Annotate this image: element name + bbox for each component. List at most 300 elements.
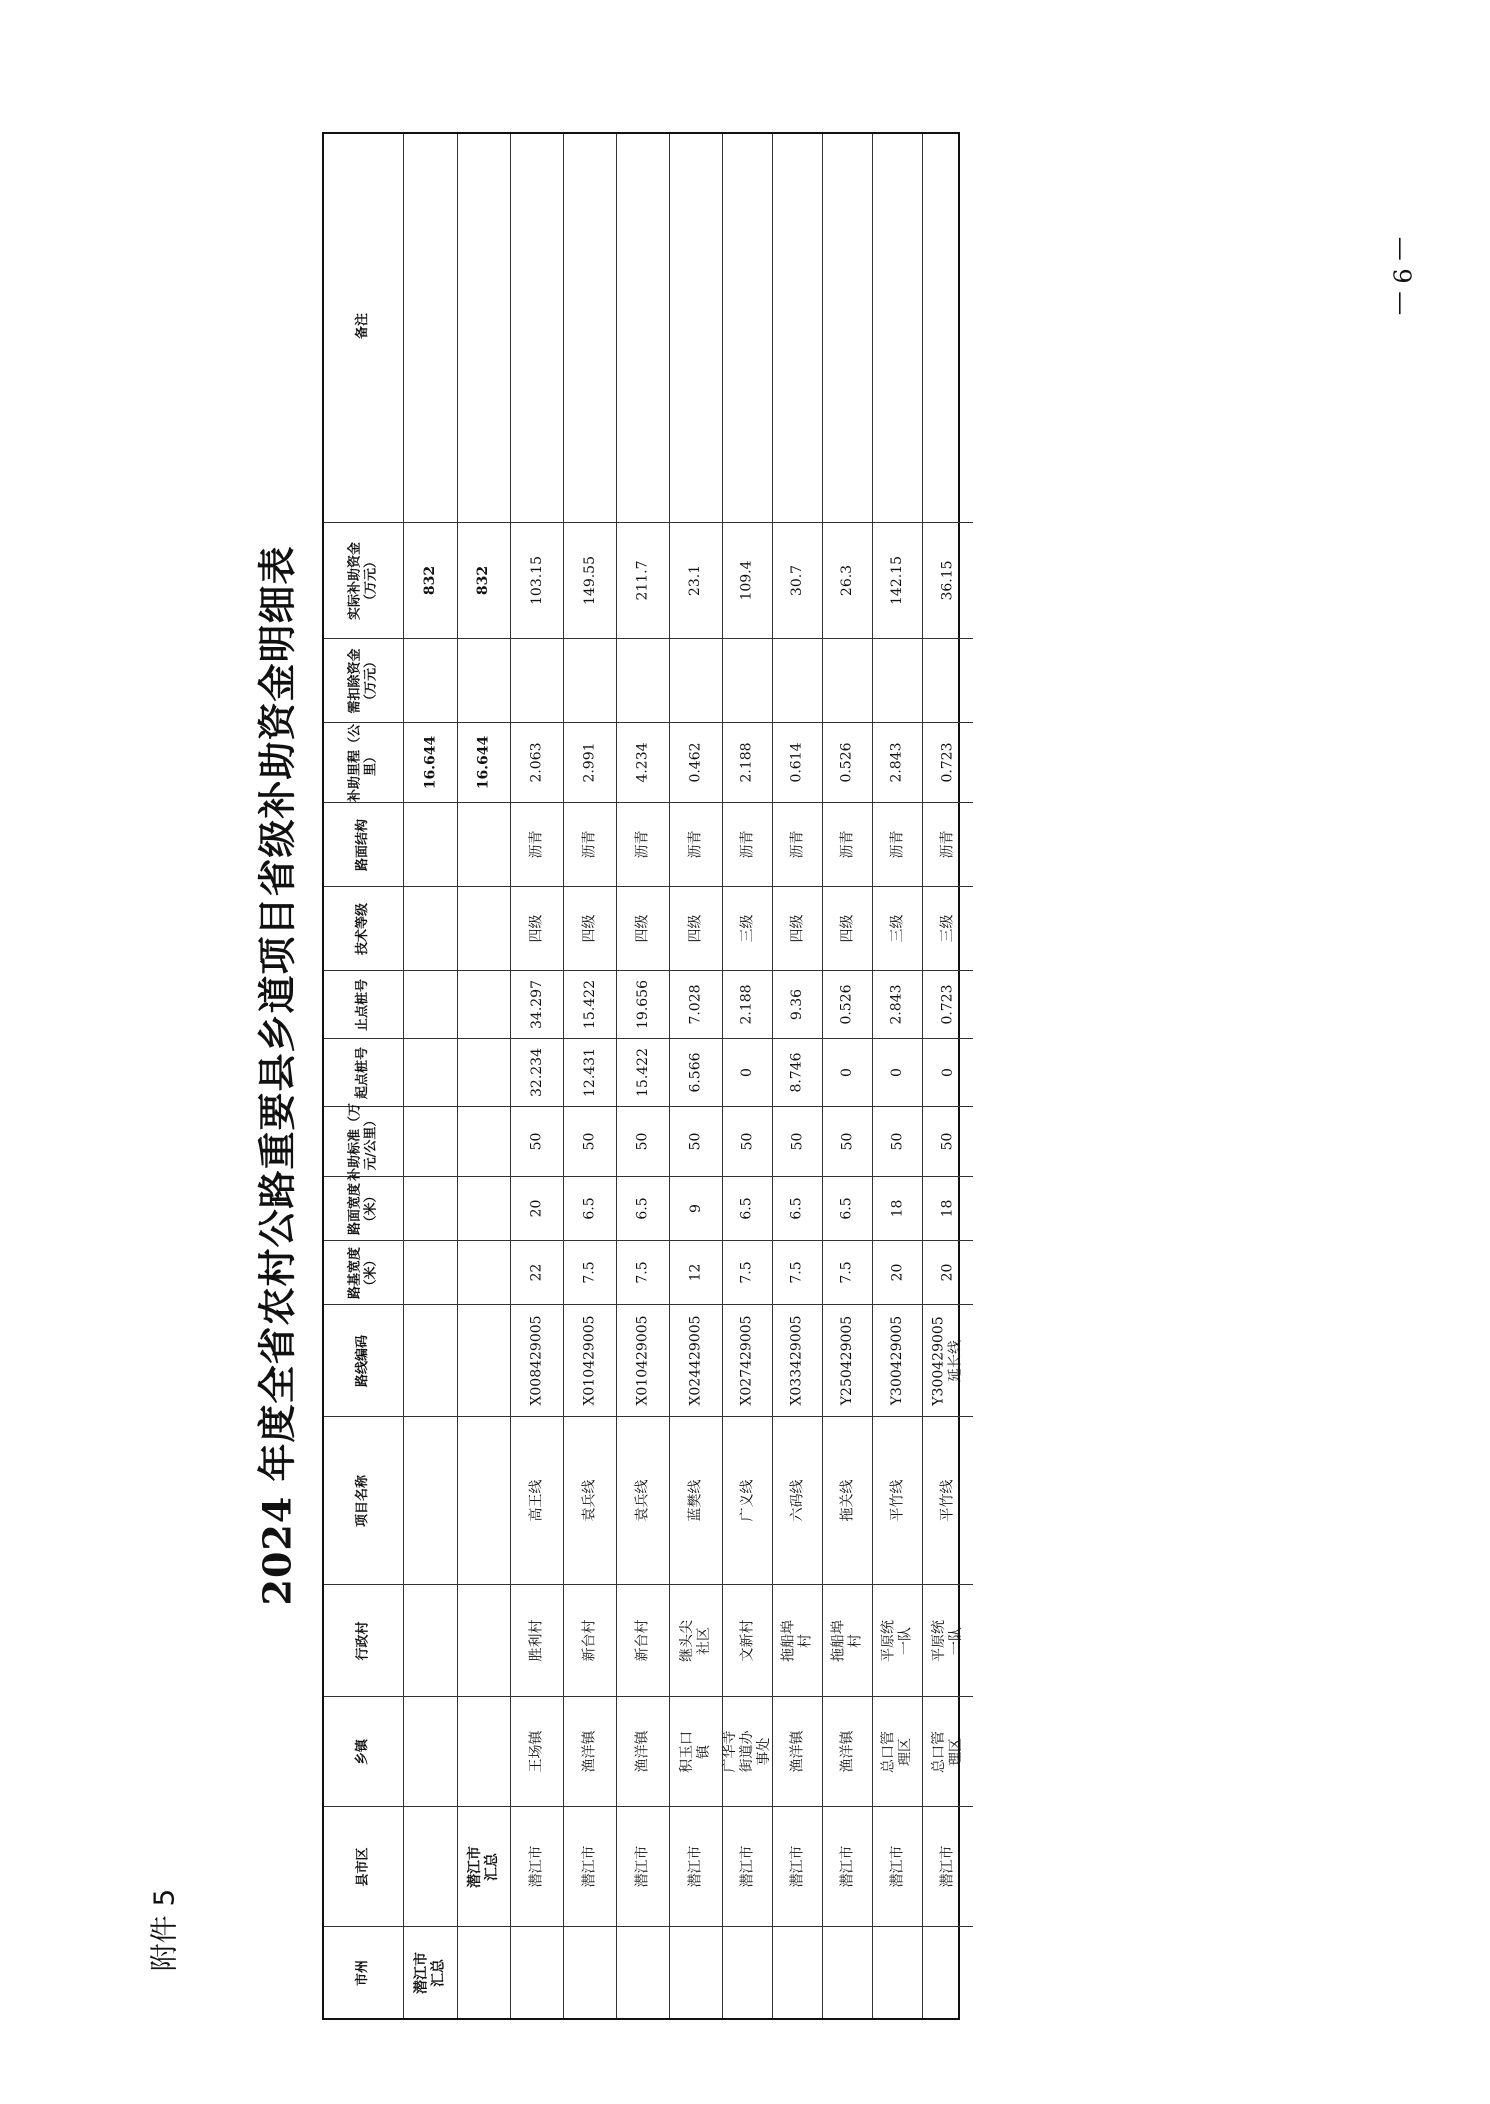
cell-text: 路基宽度（米） xyxy=(347,1246,379,1299)
cell-village xyxy=(458,1584,510,1696)
cell-city xyxy=(617,1926,669,2018)
cell-text: 2.843 xyxy=(889,742,905,783)
cell-text: 止点桩号 xyxy=(355,978,371,1031)
cell-std xyxy=(923,1106,973,1176)
cell-code xyxy=(823,1304,872,1416)
cell-text: 继头尖社区 xyxy=(679,1619,712,1662)
cell-end xyxy=(823,970,872,1038)
cell-text: 潜江市 xyxy=(889,1845,905,1888)
cell-text: 6.5 xyxy=(581,1197,598,1220)
cell-start xyxy=(324,1038,403,1106)
cell-start xyxy=(458,1038,510,1106)
cell-mileage xyxy=(324,722,403,802)
cell-end xyxy=(324,970,403,1038)
cell-text: 潜江市 xyxy=(789,1845,805,1888)
cell-text: 7.5 xyxy=(788,1261,805,1284)
cell-text: 平竹线 xyxy=(939,1479,956,1522)
cell-name xyxy=(773,1416,822,1584)
cell-pavement xyxy=(404,1176,457,1240)
cell-grade xyxy=(404,886,457,970)
cell-note xyxy=(458,130,510,522)
cell-start xyxy=(723,1038,772,1106)
cell-text: 32.234 xyxy=(528,1048,545,1097)
cell-text: 胜利村 xyxy=(528,1619,545,1662)
cell-text: 潜江市 xyxy=(839,1845,855,1888)
cell-text: 平竹线 xyxy=(889,1479,905,1522)
cell-text: 拖船埠村 xyxy=(830,1619,864,1662)
cell-county xyxy=(670,1806,722,1926)
cell-text: 路面宽度（米） xyxy=(347,1182,379,1235)
cell-text: 路线编码 xyxy=(355,1334,371,1387)
cell-name xyxy=(324,1416,403,1584)
cell-text: 2.063 xyxy=(528,742,545,783)
cell-name xyxy=(823,1416,872,1584)
cell-grade xyxy=(617,886,669,970)
attachment-label: 附件 5 xyxy=(147,1888,180,1972)
cell-text: 四级 xyxy=(839,914,855,943)
cell-subgrade xyxy=(564,1240,616,1304)
cell-text: 三级 xyxy=(889,914,905,943)
cell-surface xyxy=(564,802,616,886)
cell-actual xyxy=(823,522,872,638)
table-row xyxy=(670,134,723,2018)
cell-city xyxy=(511,1926,563,2018)
cell-actual xyxy=(773,522,822,638)
cell-text: 潜江市 xyxy=(581,1845,598,1888)
cell-deduct xyxy=(617,638,669,722)
cell-mileage xyxy=(511,722,563,802)
cell-text: 县市区 xyxy=(355,1846,371,1887)
cell-text: 9 xyxy=(687,1204,704,1213)
cell-end xyxy=(670,970,722,1038)
cell-end xyxy=(511,970,563,1038)
cell-text: 新台村 xyxy=(581,1619,598,1662)
cell-pavement xyxy=(324,1176,403,1240)
cell-deduct xyxy=(773,638,822,722)
cell-text: 四级 xyxy=(789,914,805,943)
cell-text: 0.723 xyxy=(939,742,956,783)
cell-text: 2.188 xyxy=(739,984,755,1025)
cell-pavement xyxy=(873,1176,922,1240)
cell-town xyxy=(923,1696,973,1806)
cell-text: 蓝樊线 xyxy=(687,1479,704,1522)
cell-text: 7.5 xyxy=(634,1261,651,1284)
cell-text: 项目名称 xyxy=(355,1474,371,1527)
cell-county xyxy=(564,1806,616,1926)
cell-text: 6.5 xyxy=(738,1197,755,1220)
cell-text: 6.5 xyxy=(838,1197,855,1220)
cell-text: 沥青 xyxy=(581,830,598,859)
cell-note xyxy=(873,130,922,522)
cell-text: X024429005 xyxy=(687,1315,704,1406)
cell-text: 50 xyxy=(788,1132,805,1151)
cell-city xyxy=(773,1926,822,2018)
cell-village xyxy=(511,1584,563,1696)
cell-text: 7.5 xyxy=(838,1261,855,1284)
cell-text: 沥青 xyxy=(739,830,755,859)
cell-pavement xyxy=(617,1176,669,1240)
table-row xyxy=(873,134,923,2018)
cell-text: 0.723 xyxy=(939,984,956,1025)
cell-text: 备注 xyxy=(355,312,371,340)
cell-text: 行政村 xyxy=(355,1620,371,1661)
cell-subgrade xyxy=(670,1240,722,1304)
cell-text: 路面结构 xyxy=(355,818,371,871)
cell-end xyxy=(617,970,669,1038)
cell-note xyxy=(617,130,669,522)
cell-text: 四级 xyxy=(687,914,704,943)
table-row xyxy=(617,134,670,2018)
cell-surface xyxy=(458,802,510,886)
cell-village xyxy=(617,1584,669,1696)
cell-std xyxy=(670,1106,722,1176)
cell-text: 34.297 xyxy=(528,980,545,1029)
cell-code xyxy=(923,1304,973,1416)
cell-end xyxy=(773,970,822,1038)
cell-subgrade xyxy=(873,1240,922,1304)
cell-text: 50 xyxy=(939,1132,956,1151)
cell-text: 50 xyxy=(634,1132,651,1151)
cell-pavement xyxy=(923,1176,973,1240)
cell-text: 沥青 xyxy=(789,830,805,859)
cell-name xyxy=(404,1416,457,1584)
cell-grade xyxy=(773,886,822,970)
cell-town xyxy=(511,1696,563,1806)
cell-village xyxy=(324,1584,403,1696)
cell-text: 149.55 xyxy=(581,556,598,605)
cell-surface xyxy=(404,802,457,886)
cell-text: X033429005 xyxy=(789,1315,806,1406)
cell-text: 文新村 xyxy=(739,1619,755,1662)
cell-town xyxy=(873,1696,922,1806)
table-row xyxy=(923,134,973,2018)
cell-grade xyxy=(873,886,922,970)
table-row xyxy=(773,134,823,2018)
cell-text: 袁兵线 xyxy=(634,1479,651,1522)
cell-surface xyxy=(324,802,403,886)
cell-text: 市州 xyxy=(355,1959,371,1986)
cell-start xyxy=(823,1038,872,1106)
cell-text: 20 xyxy=(888,1263,905,1282)
cell-actual xyxy=(404,522,457,638)
cell-subgrade xyxy=(773,1240,822,1304)
cell-subgrade xyxy=(823,1240,872,1304)
cell-actual xyxy=(873,522,922,638)
cell-text: 新台村 xyxy=(634,1619,651,1662)
cell-code xyxy=(873,1304,922,1416)
cell-text: 7.5 xyxy=(581,1261,598,1284)
cell-std xyxy=(773,1106,822,1176)
table-row xyxy=(723,134,773,2018)
cell-text: 六码线 xyxy=(789,1479,805,1522)
cell-deduct xyxy=(670,638,722,722)
cell-name xyxy=(564,1416,616,1584)
cell-subgrade xyxy=(324,1240,403,1304)
cell-std xyxy=(511,1106,563,1176)
subsidy-table xyxy=(322,132,965,2020)
cell-start xyxy=(617,1038,669,1106)
cell-deduct xyxy=(324,638,403,722)
cell-mileage xyxy=(458,722,510,802)
cell-mileage xyxy=(873,722,922,802)
cell-text: 技术等级 xyxy=(355,902,371,955)
cell-village xyxy=(823,1584,872,1696)
cell-text: 16.644 xyxy=(475,735,492,790)
cell-town xyxy=(670,1696,722,1806)
cell-text: 6.566 xyxy=(687,1052,704,1093)
cell-code xyxy=(723,1304,772,1416)
cell-mileage xyxy=(404,722,457,802)
cell-actual xyxy=(670,522,722,638)
cell-text: 四级 xyxy=(634,914,651,943)
cell-note xyxy=(511,130,563,522)
cell-std xyxy=(404,1106,457,1176)
cell-surface xyxy=(923,802,973,886)
cell-code xyxy=(404,1304,457,1416)
cell-village xyxy=(670,1584,722,1696)
cell-text: 2.843 xyxy=(889,984,905,1025)
table-summary-row xyxy=(458,134,511,2018)
cell-text: 渔洋镇 xyxy=(634,1730,651,1773)
cell-mileage xyxy=(773,722,822,802)
cell-code xyxy=(564,1304,616,1416)
cell-text: 50 xyxy=(687,1132,704,1151)
cell-text: 0 xyxy=(939,1068,956,1077)
cell-name xyxy=(723,1416,772,1584)
cell-text: 潜江市 xyxy=(687,1845,704,1888)
cell-start xyxy=(873,1038,922,1106)
cell-text: 22 xyxy=(528,1263,545,1282)
cell-text: 拖关线 xyxy=(839,1479,855,1522)
page-title: 2024 年度全省农村公路重要县乡道项目省级补助资金明细表 xyxy=(254,545,300,1605)
cell-subgrade xyxy=(923,1240,973,1304)
cell-text: 16.644 xyxy=(422,735,438,790)
cell-mileage xyxy=(723,722,772,802)
cell-text: 补助标准（万元/公里） xyxy=(347,1102,379,1181)
cell-county xyxy=(923,1806,973,1926)
cell-name xyxy=(511,1416,563,1584)
cell-text: 19.656 xyxy=(634,980,651,1029)
cell-text: X008429005 xyxy=(528,1315,545,1406)
cell-grade xyxy=(564,886,616,970)
cell-text: 潜江市 汇总 xyxy=(467,1845,500,1888)
cell-start xyxy=(511,1038,563,1106)
cell-subgrade xyxy=(511,1240,563,1304)
cell-county xyxy=(823,1806,872,1926)
cell-text: 2.991 xyxy=(581,742,598,783)
cell-text: 实际补助资金（万元） xyxy=(347,541,379,620)
cell-deduct xyxy=(723,638,772,722)
cell-text: 2.188 xyxy=(739,742,755,783)
cell-text: 潜江市 xyxy=(939,1845,956,1888)
cell-text: Y300429005 xyxy=(889,1315,906,1406)
cell-text: 袁兵线 xyxy=(581,1479,598,1522)
cell-text: 18 xyxy=(888,1199,905,1218)
cell-surface xyxy=(670,802,722,886)
cell-std xyxy=(873,1106,922,1176)
cell-text: 50 xyxy=(838,1132,855,1151)
cell-text: 18 xyxy=(939,1199,956,1218)
cell-text: 四级 xyxy=(528,914,545,943)
cell-text: 30.7 xyxy=(788,564,805,597)
cell-town xyxy=(404,1696,457,1806)
cell-std xyxy=(324,1102,403,1181)
cell-text: 广义线 xyxy=(739,1479,755,1522)
cell-text: 142.15 xyxy=(889,556,905,605)
cell-surface xyxy=(823,802,872,886)
cell-text: 9.36 xyxy=(788,988,805,1021)
cell-surface xyxy=(617,802,669,886)
cell-text: 沥青 xyxy=(839,830,855,859)
cell-text: 三级 xyxy=(939,914,956,943)
cell-text: X010429005 xyxy=(634,1315,651,1406)
cell-name xyxy=(617,1416,669,1584)
cell-text: 23.1 xyxy=(687,564,704,597)
cell-std xyxy=(564,1106,616,1176)
cell-text: 潜江市 汇总 xyxy=(413,1951,447,1994)
cell-start xyxy=(773,1038,822,1106)
cell-text: 总口管理区 xyxy=(880,1730,914,1773)
cell-town xyxy=(458,1696,510,1806)
page-number: — 9 — xyxy=(1387,236,1415,316)
cell-actual xyxy=(564,522,616,638)
cell-note xyxy=(923,130,973,522)
cell-text: 8.746 xyxy=(789,1052,805,1093)
cell-text: 50 xyxy=(888,1132,905,1151)
cell-grade xyxy=(324,886,403,970)
cell-text: 0.526 xyxy=(839,984,855,1025)
cell-end xyxy=(923,970,973,1038)
cell-text: 832 xyxy=(421,565,438,596)
cell-village xyxy=(723,1584,772,1696)
cell-start xyxy=(404,1038,457,1106)
table-header-row xyxy=(324,134,404,2018)
cell-text: 潜江市 xyxy=(739,1845,755,1888)
cell-surface xyxy=(873,802,922,886)
cell-city xyxy=(823,1926,872,2018)
cell-text: 沥青 xyxy=(889,830,905,859)
cell-village xyxy=(873,1584,922,1696)
cell-text: 6.5 xyxy=(788,1197,805,1220)
cell-end xyxy=(564,970,616,1038)
cell-text: X010429005 xyxy=(581,1315,598,1406)
cell-grade xyxy=(923,886,973,970)
cell-end xyxy=(873,970,922,1038)
cell-city xyxy=(404,1926,457,2018)
cell-county xyxy=(723,1806,772,1926)
cell-city xyxy=(670,1926,722,2018)
cell-mileage xyxy=(923,722,973,802)
cell-code xyxy=(617,1304,669,1416)
cell-note xyxy=(823,130,872,522)
table-summary-row xyxy=(404,134,458,2018)
cell-city xyxy=(564,1926,616,2018)
cell-text: 三级 xyxy=(739,914,755,943)
cell-surface xyxy=(511,802,563,886)
cell-note xyxy=(564,130,616,522)
cell-text: 沥青 xyxy=(528,830,545,859)
cell-std xyxy=(617,1106,669,1176)
cell-town xyxy=(564,1696,616,1806)
cell-pavement xyxy=(564,1176,616,1240)
cell-subgrade xyxy=(723,1240,772,1304)
cell-mileage xyxy=(823,722,872,802)
cell-city xyxy=(723,1926,772,2018)
cell-text: 平原统一队 xyxy=(880,1619,914,1662)
cell-deduct xyxy=(404,638,457,722)
cell-text: 832 xyxy=(475,565,492,596)
cell-text: 26.3 xyxy=(838,564,855,597)
cell-end xyxy=(458,970,510,1038)
cell-text: X027429005 xyxy=(739,1315,756,1406)
cell-town xyxy=(723,1696,772,1806)
cell-text: 渔洋镇 xyxy=(789,1730,805,1773)
cell-code xyxy=(511,1304,563,1416)
cell-text: 15.422 xyxy=(581,980,598,1029)
cell-text: 7.5 xyxy=(738,1261,755,1284)
cell-text: Y300429005延长线 xyxy=(931,1315,965,1406)
cell-pavement xyxy=(723,1176,772,1240)
cell-text: 211.7 xyxy=(634,560,651,601)
cell-text: 50 xyxy=(738,1132,755,1151)
cell-name xyxy=(873,1416,922,1584)
cell-text: 0 xyxy=(738,1068,755,1077)
cell-text: 50 xyxy=(528,1132,545,1151)
cell-code xyxy=(670,1304,722,1416)
cell-text: 0.462 xyxy=(687,742,704,783)
cell-std xyxy=(823,1106,872,1176)
cell-text: 潜江市 xyxy=(634,1845,651,1888)
cell-text: 36.15 xyxy=(939,560,956,601)
cell-county xyxy=(458,1806,510,1926)
cell-county xyxy=(873,1806,922,1926)
cell-note xyxy=(670,130,722,522)
cell-end xyxy=(404,970,457,1038)
cell-deduct xyxy=(923,638,973,722)
table-row xyxy=(823,134,873,2018)
cell-deduct xyxy=(458,638,510,722)
cell-start xyxy=(923,1038,973,1106)
cell-text: 积玉口镇 xyxy=(679,1730,712,1773)
cell-text: 总口管理区 xyxy=(931,1730,964,1773)
cell-text: 12 xyxy=(687,1263,704,1282)
cell-text: 7.028 xyxy=(687,984,704,1025)
cell-text: 4.234 xyxy=(634,742,651,783)
cell-text: 0.614 xyxy=(789,742,805,783)
cell-county xyxy=(511,1806,563,1926)
cell-text: 20 xyxy=(939,1263,956,1282)
cell-county xyxy=(404,1806,457,1926)
cell-text: 渔洋镇 xyxy=(839,1730,855,1773)
cell-text: 高王线 xyxy=(528,1479,545,1522)
cell-county xyxy=(324,1806,403,1926)
cell-town xyxy=(617,1696,669,1806)
cell-actual xyxy=(723,522,772,638)
cell-code xyxy=(773,1304,822,1416)
cell-deduct xyxy=(823,638,872,722)
cell-pavement xyxy=(670,1176,722,1240)
cell-text: 四级 xyxy=(581,914,598,943)
cell-city xyxy=(458,1926,510,2018)
cell-city xyxy=(923,1926,973,2018)
cell-text: 广华寺街道办事处 xyxy=(722,1730,772,1773)
cell-text: 潜江市 xyxy=(528,1845,545,1888)
cell-text: 起点桩号 xyxy=(355,1046,371,1099)
cell-mileage xyxy=(617,722,669,802)
cell-text: Y250429005 xyxy=(839,1315,856,1406)
cell-text: 12.431 xyxy=(581,1048,598,1097)
cell-actual xyxy=(923,522,973,638)
